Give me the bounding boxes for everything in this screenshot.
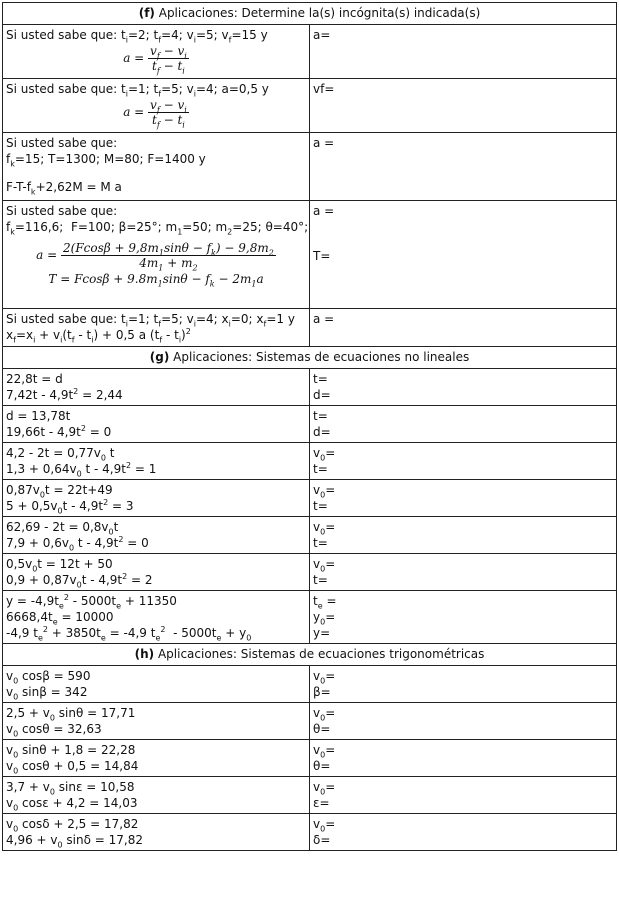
table-row (3, 480, 617, 517)
table-row (3, 517, 617, 554)
table-row (3, 309, 617, 347)
answer-cell[interactable] (310, 25, 617, 79)
answer-cell[interactable]: $v_0=$ ε= (310, 777, 617, 814)
answer-label: a = (313, 312, 335, 326)
problem-cell: $4,2 - 2t = 0,77v_0$ t $1,3 + 0,64v_0$ $t - 4,9t^2 = 1$ (3, 443, 310, 480)
problem-cell: Si usted sabe que: $t_i=1$; $t_f=5$; $v_i=4$; a=0,5 y a = $\frac{v_f - v_i}{t_f - t_i}$ (3, 79, 310, 133)
answer-cell[interactable]: t= d= (310, 406, 617, 443)
section-header-h (3, 644, 617, 666)
problem-cell: Si usted sabe que: $t_i=1$; $t_f=5$; $v_i=4$; $x_i=0$; $x_f=1$ y $x_f=x_i + v_i(t_f - t_i) + 0,5$ a $(t_f - t_i)^2$ (3, 309, 310, 347)
problem-cell: $2,5 + v_0$ sinθ = 17,71 $v_0$ cosθ = 32,63 (3, 703, 310, 740)
table-row (3, 554, 617, 591)
answer-cell[interactable] (310, 133, 617, 201)
problem-cell: Si usted sabe que: $f_k=15$; T=1300; M=80; F=1400 y $F-T-f_k+2,62M = M$ a (3, 133, 310, 201)
answer-cell[interactable]: $v_0=$ β= (310, 666, 617, 703)
section-letter: (h) (134, 647, 155, 661)
table-row (3, 591, 617, 644)
answer-cell[interactable]: $v_0=$ θ= (310, 740, 617, 777)
table-row (3, 740, 617, 777)
problem-cell: $y = -4,9t_e^2 - 5000t_e + 11350$ $6668,4t_e = 10000$ -4,9 $t_e^2 + 3850t_e = -4,9$ $t_e^2 - 5000t_e + y_0$ (3, 591, 310, 644)
answer-cell[interactable]: $v_0=$ t= (310, 554, 617, 591)
section-title: Aplicaciones: Sistemas de ecuaciones no lineales (173, 350, 470, 364)
answer-cell[interactable]: t= d= (310, 369, 617, 406)
table-row (3, 703, 617, 740)
answer-cell[interactable] (310, 309, 617, 347)
formula: a = $\frac{v_f - v_i}{t_f - t_i}$ (123, 44, 187, 76)
problem-cell: 22,8t = d $7,42t - 4,9t^2 = 2,44$ (3, 369, 310, 406)
problem-cell: Si usted sabe que: $t_i=2$; $t_f=4$; $v_i=5$; $v_f=15$ y a = $\frac{v_f - v_i}{t_f - t_i}$ (3, 25, 310, 79)
answer-label: a= (313, 28, 331, 42)
table-row (3, 666, 617, 703)
formula: $T = Fcos\beta + 9.8m_1\sin\theta - f_k - 2m_1a$ (48, 272, 264, 289)
answer-cell[interactable]: $v_0=$ t= (310, 517, 617, 554)
problem-cell: $v_0$ sinθ + 1,8 = 22,28 $v_0$ cosθ + 0,5 = 14,84 (3, 740, 310, 777)
answer-cell[interactable] (310, 201, 617, 309)
answer-label: vf= (313, 82, 335, 96)
table-row (3, 369, 617, 406)
table-row (3, 406, 617, 443)
problem-cell: $v_0$ cosβ = 590 $v_0$ sinβ = 342 (3, 666, 310, 703)
exercise-table (2, 2, 617, 851)
table-row (3, 201, 617, 309)
table-row (3, 443, 617, 480)
section-title: Aplicaciones: Determine la(s) incógnita(s) indicada(s) (158, 6, 481, 20)
answer-cell[interactable] (310, 79, 617, 133)
section-header-f (3, 3, 617, 25)
answer-label: a = (313, 204, 335, 218)
section-letter: (f) (138, 6, 155, 20)
table-row (3, 25, 617, 79)
table-row (3, 133, 617, 201)
answer-cell[interactable]: $v_0=$ t= (310, 443, 617, 480)
problem-cell: Si usted sabe que: $f_k=116,6$; F=100; β=25°; $m_1=50$; $m_2=25$; θ=40°; a = $\frac{2(Fcos\beta + 9,8m_1\sin\theta - f_k) - 9,8m_2}{4m_1 + m_2}$ $T = Fcos\beta + 9.8m_1\sin\theta - f_k - 2m_1a$ (3, 201, 310, 309)
answer-label: T= (313, 249, 331, 263)
problem-cell: $v_0$ cosδ + 2,5 = 17,82 $4,96 + v_0$ sinδ = 17,82 (3, 814, 310, 851)
formula: a = $\frac{2(Fcos\beta + 9,8m_1\sin\theta - f_k) - 9,8m_2}{4m_1 + m_2}$ (36, 241, 274, 273)
formula: a = $\frac{v_f - v_i}{t_f - t_i}$ (123, 98, 187, 130)
section-title: Aplicaciones: Sistemas de ecuaciones trigonométricas (157, 647, 485, 661)
problem-cell: $0,87v_0t = 22t+49$ $5 + 0,5v_0t - 4,9t^2 = 3$ (3, 480, 310, 517)
table-row (3, 79, 617, 133)
problem-cell: d = 13,78t $19,66t - 4,9t^2 = 0$ (3, 406, 310, 443)
answer-cell[interactable]: $v_0=$ t= (310, 480, 617, 517)
problem-cell: $0,5v_0t = 12t + 50$ $0,9 + 0,87v_0t - 4,9t^2 = 2$ (3, 554, 310, 591)
problem-cell: $3,7 + v_0$ sinε = 10,58 $v_0$ cosε + 4,2 = 14,03 (3, 777, 310, 814)
table-row (3, 814, 617, 851)
table-row (3, 777, 617, 814)
answer-label: a = (313, 136, 335, 150)
problem-cell: $62,69 - 2t = 0,8v_0t$ $7,9 + 0,6v_0$ $t - 4,9t^2 = 0$ (3, 517, 310, 554)
answer-cell[interactable]: $t_e$ = $y_0=$ y= (310, 591, 617, 644)
answer-cell[interactable]: $v_0=$ δ= (310, 814, 617, 851)
section-header-g (3, 347, 617, 369)
answer-cell[interactable]: $v_0=$ θ= (310, 703, 617, 740)
section-letter: (g) (149, 350, 170, 364)
